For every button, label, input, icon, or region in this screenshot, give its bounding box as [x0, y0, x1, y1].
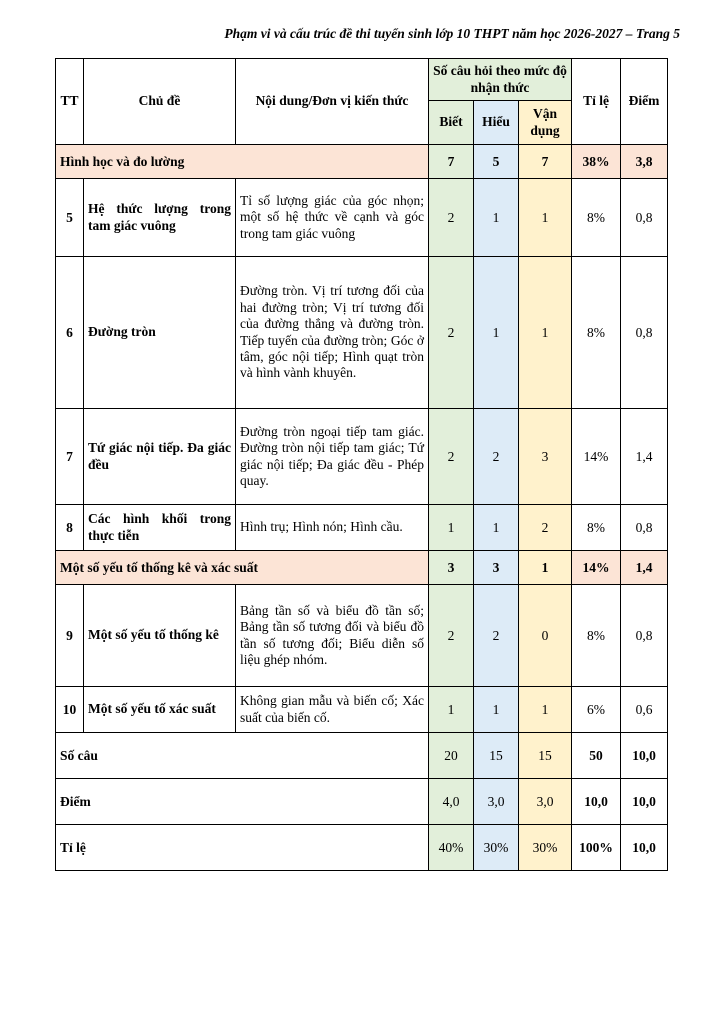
- cell-tile: 8%: [572, 505, 621, 551]
- cell-vandung: 30%: [519, 825, 572, 871]
- table-row: [56, 409, 668, 505]
- table-row: [56, 505, 668, 551]
- table-row: [56, 257, 668, 409]
- section-label: Hình học và đo lường: [56, 145, 429, 179]
- cell-hieu: 30%: [474, 825, 519, 871]
- cell-diem: 10,0: [621, 733, 668, 779]
- cell-diem: 0,8: [621, 179, 668, 257]
- cell-hieu: 1: [474, 505, 519, 551]
- col-header-diem: Điểm: [621, 59, 668, 145]
- summary-label: Tỉ lệ: [56, 825, 429, 871]
- cell-tt: 7: [56, 409, 84, 505]
- cell-tile: 8%: [572, 585, 621, 687]
- header-row-1: [56, 59, 668, 101]
- cell-tile: 10,0: [572, 779, 621, 825]
- page-header: Phạm vi và cấu trúc đề thi tuyển sinh lớp 10 THPT năm học 2026-2027 – Trang 5: [224, 26, 680, 41]
- cell-vandung: 0: [519, 585, 572, 687]
- cell-noidung: Đường tròn. Vị trí tương đối của hai đường tròn; Vị trí tương đối của đường thẳng và đường tròn. Tiếp tuyến của đường tròn; Góc ở tâm, góc nội tiếp; Hình quạt tròn và hình vành khuyên.: [236, 257, 429, 409]
- cell-hieu: 1: [474, 257, 519, 409]
- col-header-noidung: Nội dung/Đơn vị kiến thức: [236, 59, 429, 145]
- cell-hieu: 3,0: [474, 779, 519, 825]
- cell-biet: 4,0: [429, 779, 474, 825]
- cell-vandung: 1: [519, 179, 572, 257]
- cell-diem: 0,8: [621, 257, 668, 409]
- cell-hieu: 15: [474, 733, 519, 779]
- cell-vandung: 1: [519, 551, 572, 585]
- cell-diem: 0,8: [621, 585, 668, 687]
- cell-noidung: Bảng tần số và biểu đồ tần số; Bảng tần số tương đối và biểu đồ tần số tương đối; Biểu diễn số liệu ghép nhóm.: [236, 585, 429, 687]
- cell-biet: 20: [429, 733, 474, 779]
- cell-chude: Một số yếu tố thống kê: [84, 585, 236, 687]
- summary-row-so-cau: [56, 733, 668, 779]
- summary-row-ti-le: [56, 825, 668, 871]
- cell-vandung: 2: [519, 505, 572, 551]
- cell-hieu: 1: [474, 687, 519, 733]
- cell-noidung: Không gian mẫu và biến cố; Xác suất của biến cố.: [236, 687, 429, 733]
- cell-hieu: 2: [474, 409, 519, 505]
- cell-chude: Một số yếu tố xác suất: [84, 687, 236, 733]
- cell-tt: 6: [56, 257, 84, 409]
- cell-biet: 3: [429, 551, 474, 585]
- cell-hieu: 2: [474, 585, 519, 687]
- exam-structure-table: [55, 58, 668, 871]
- cell-tile: 14%: [572, 551, 621, 585]
- col-header-group: Số câu hỏi theo mức độ nhận thức: [429, 59, 572, 101]
- cell-diem: 1,4: [621, 551, 668, 585]
- summary-label: Số câu: [56, 733, 429, 779]
- cell-tile: 100%: [572, 825, 621, 871]
- cell-tile: 50: [572, 733, 621, 779]
- table-row: [56, 687, 668, 733]
- col-header-tt: TT: [56, 59, 84, 145]
- summary-row-diem: [56, 779, 668, 825]
- cell-biet: 2: [429, 409, 474, 505]
- cell-noidung: Tỉ số lượng giác của góc nhọn; một số hệ thức về cạnh và góc trong tam giác vuông: [236, 179, 429, 257]
- cell-vandung: 3: [519, 409, 572, 505]
- cell-diem: 3,8: [621, 145, 668, 179]
- cell-diem: 10,0: [621, 825, 668, 871]
- cell-vandung: 15: [519, 733, 572, 779]
- cell-biet: 2: [429, 257, 474, 409]
- cell-tt: 5: [56, 179, 84, 257]
- cell-biet: 2: [429, 585, 474, 687]
- cell-biet: 40%: [429, 825, 474, 871]
- cell-biet: 7: [429, 145, 474, 179]
- cell-diem: 0,6: [621, 687, 668, 733]
- cell-hieu: 1: [474, 179, 519, 257]
- cell-tile: 14%: [572, 409, 621, 505]
- cell-diem: 1,4: [621, 409, 668, 505]
- cell-biet: 1: [429, 687, 474, 733]
- cell-vandung: 7: [519, 145, 572, 179]
- col-header-tile: Tỉ lệ: [572, 59, 621, 145]
- col-header-chude: Chủ đề: [84, 59, 236, 145]
- cell-tt: 9: [56, 585, 84, 687]
- cell-biet: 2: [429, 179, 474, 257]
- col-header-biet: Biết: [429, 101, 474, 145]
- section-label: Một số yếu tố thống kê và xác suất: [56, 551, 429, 585]
- cell-tile: 6%: [572, 687, 621, 733]
- cell-vandung: 1: [519, 687, 572, 733]
- cell-chude: Đường tròn: [84, 257, 236, 409]
- cell-biet: 1: [429, 505, 474, 551]
- cell-chude: Tứ giác nội tiếp. Đa giác đều: [84, 409, 236, 505]
- cell-chude: Hệ thức lượng trong tam giác vuông: [84, 179, 236, 257]
- cell-tile: 8%: [572, 179, 621, 257]
- cell-tile: 38%: [572, 145, 621, 179]
- cell-chude: Các hình khối trong thực tiễn: [84, 505, 236, 551]
- col-header-vandung: Vận dụng: [519, 101, 572, 145]
- section-row-geometry: [56, 145, 668, 179]
- cell-tt: 10: [56, 687, 84, 733]
- cell-diem: 10,0: [621, 779, 668, 825]
- cell-diem: 0,8: [621, 505, 668, 551]
- table-row: [56, 585, 668, 687]
- cell-tile: 8%: [572, 257, 621, 409]
- cell-vandung: 1: [519, 257, 572, 409]
- cell-noidung: Hình trụ; Hình nón; Hình cầu.: [236, 505, 429, 551]
- cell-vandung: 3,0: [519, 779, 572, 825]
- cell-hieu: 3: [474, 551, 519, 585]
- cell-hieu: 5: [474, 145, 519, 179]
- table-row: [56, 179, 668, 257]
- cell-noidung: Đường tròn ngoại tiếp tam giác. Đường tròn nội tiếp tam giác; Tứ giác nội tiếp; Đa giác đều - Phép quay.: [236, 409, 429, 505]
- summary-label: Điểm: [56, 779, 429, 825]
- section-row-statistics: [56, 551, 668, 585]
- cell-tt: 8: [56, 505, 84, 551]
- col-header-hieu: Hiểu: [474, 101, 519, 145]
